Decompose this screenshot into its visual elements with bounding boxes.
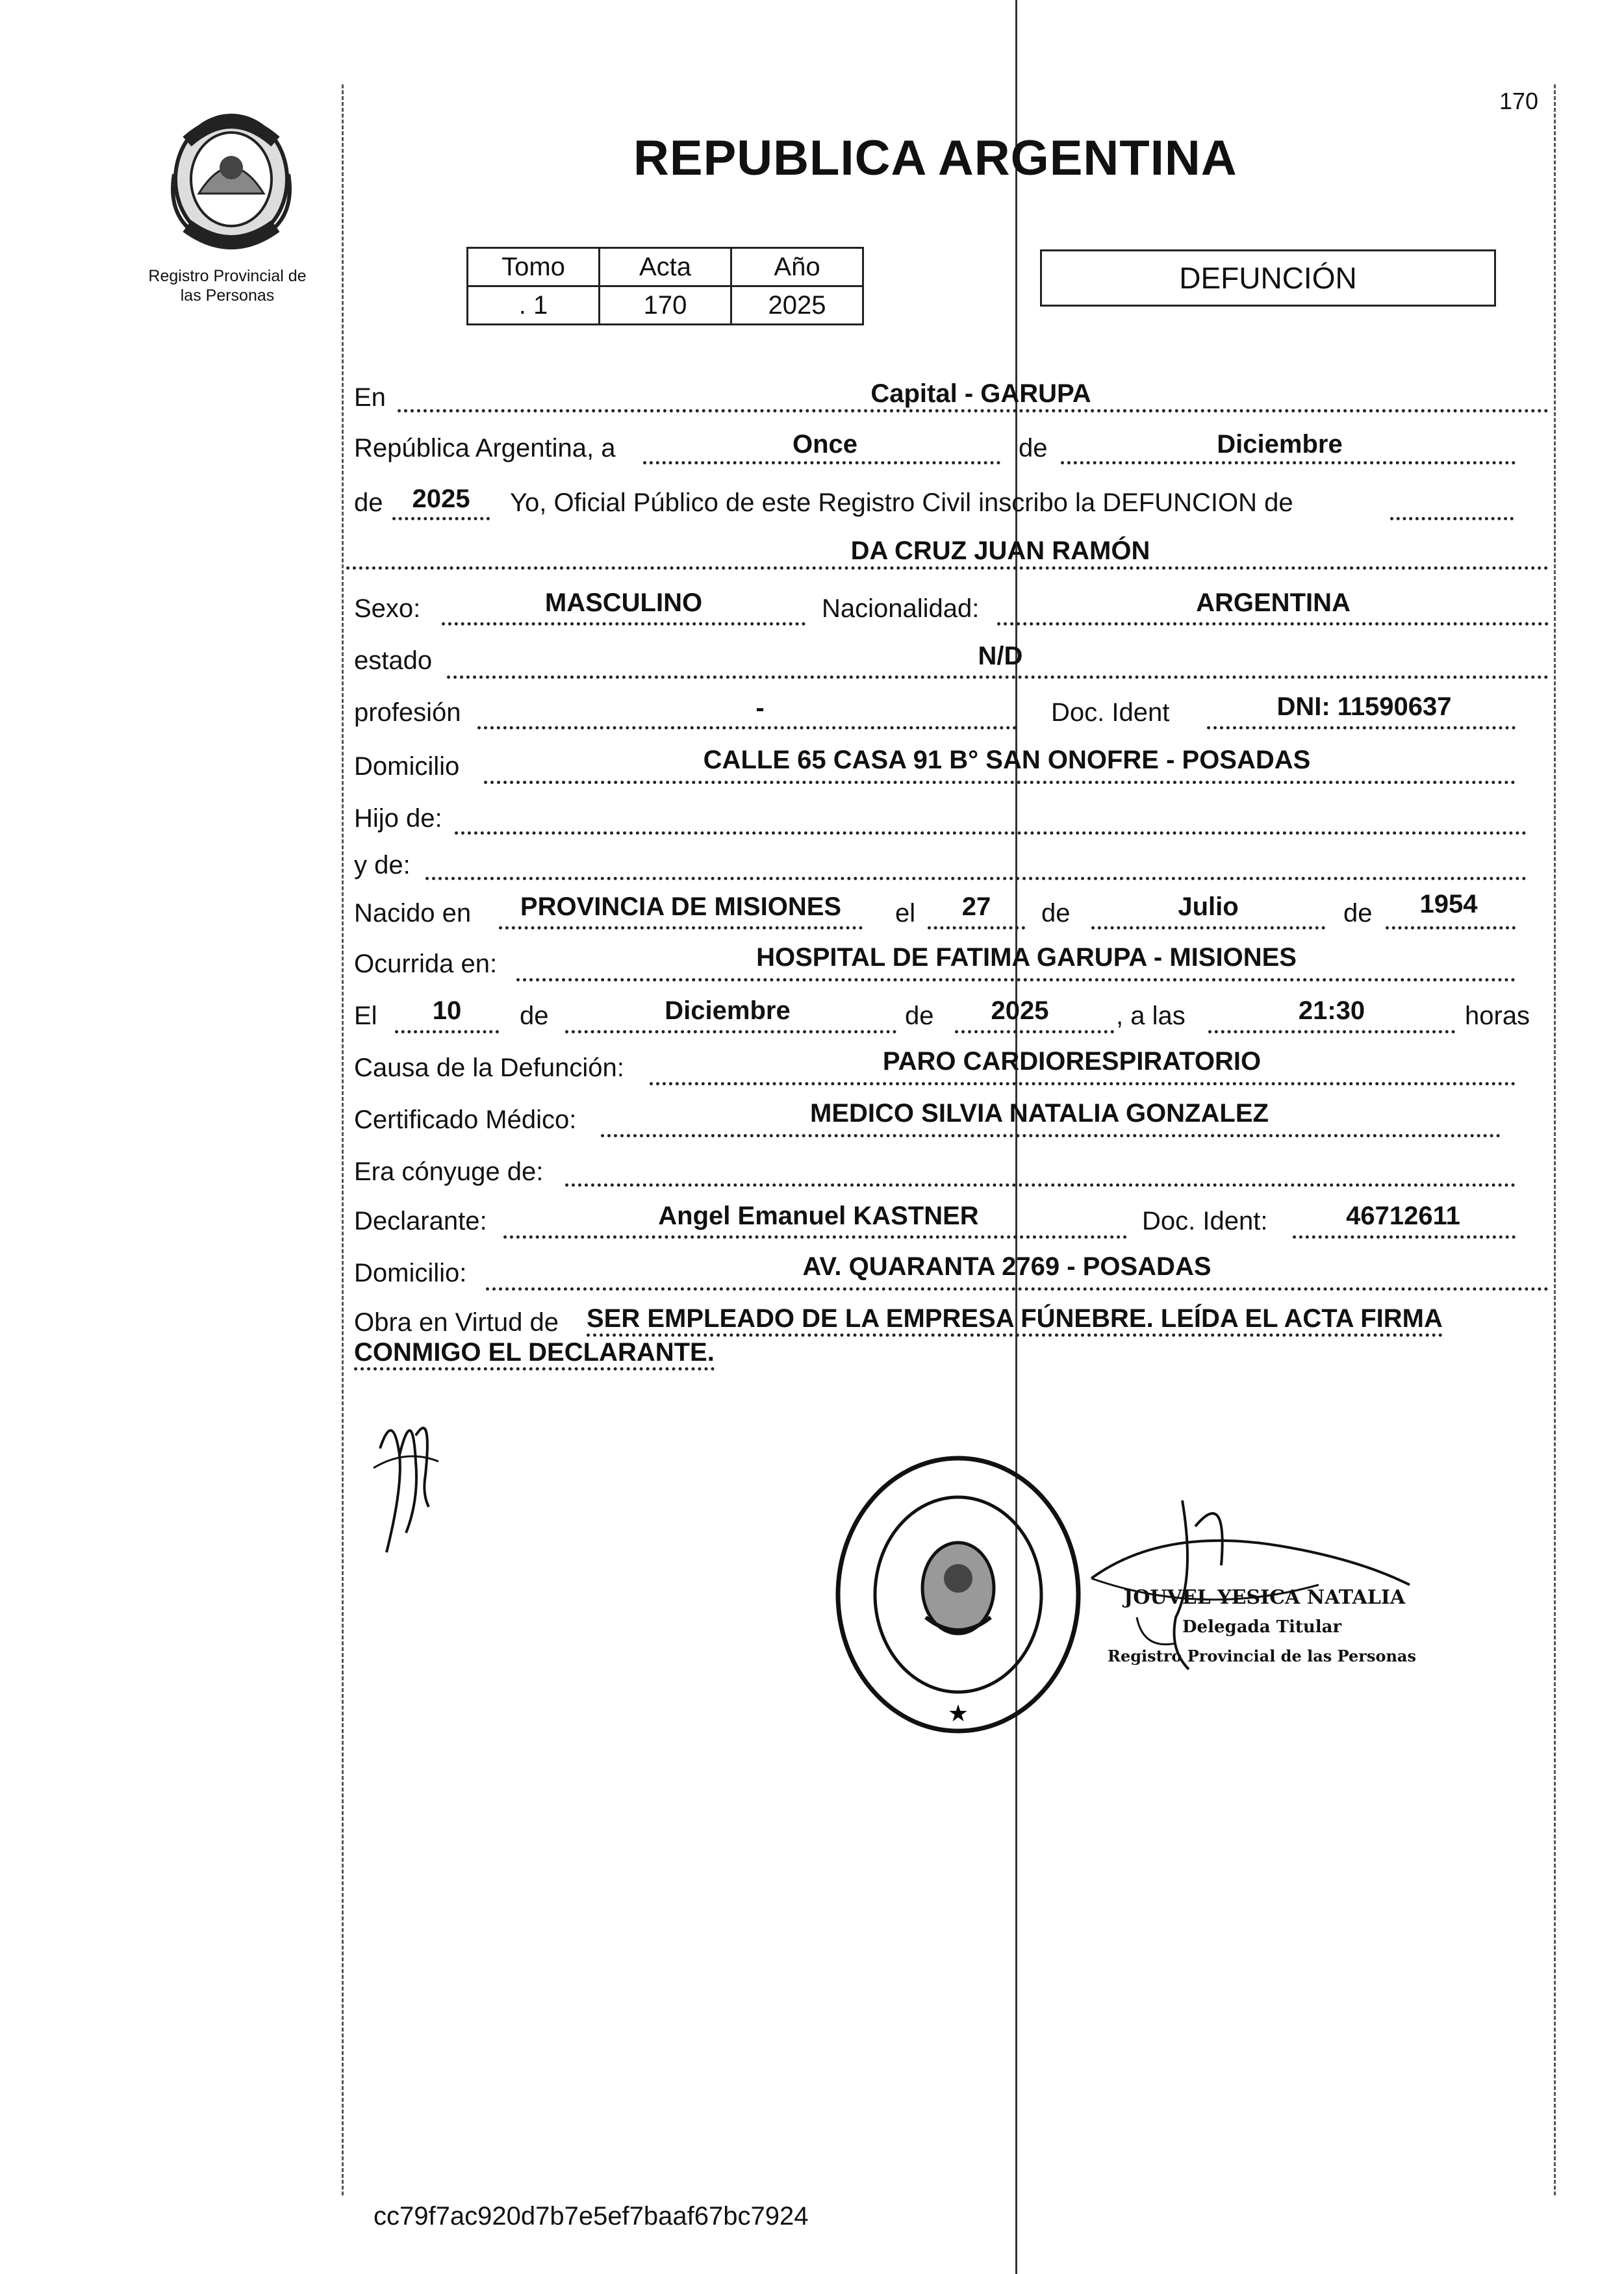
def-anio-value: 2025: [991, 996, 1049, 1025]
decl-domicilio-label: Domicilio:: [354, 1259, 467, 1287]
anio-text-value: 2025: [412, 485, 470, 513]
dotted-line: [1091, 926, 1325, 929]
dotted-line: [442, 622, 806, 625]
dotted-line: [565, 1183, 1516, 1187]
en-label: En: [354, 383, 386, 412]
nac-mes-value: Julio: [1178, 892, 1239, 921]
dotted-line: [486, 1287, 1549, 1291]
declarante-value: Angel Emanuel KASTNER: [658, 1202, 979, 1230]
decl-doc-value: 46712611: [1346, 1202, 1460, 1230]
nac-de-label: de: [1041, 899, 1071, 928]
def-de2-label: de: [905, 1002, 934, 1030]
dotted-line: [477, 726, 1017, 729]
en-value: Capital - GARUPA: [870, 379, 1091, 408]
dotted-line: [398, 409, 1549, 412]
dotted-line: [601, 1134, 1501, 1137]
nacionalidad-label: Nacionalidad:: [822, 594, 980, 623]
de2-label: de: [354, 488, 383, 517]
def-de-label: de: [520, 1002, 549, 1030]
acta-table: [466, 247, 864, 325]
declarante-label: Declarante:: [354, 1207, 487, 1235]
registry-name: Registro Provincial de las Personas: [148, 267, 307, 305]
official-role: Delegada Titular: [1182, 1617, 1342, 1637]
dotted-line: [643, 461, 1000, 464]
anio-value: 2025: [731, 286, 863, 325]
svg-text:★: ★: [947, 1700, 969, 1727]
de-label: de: [1019, 434, 1048, 462]
def-dia-value: 10: [432, 996, 462, 1025]
dotted-line: [516, 978, 1516, 981]
acta-value: 170: [600, 286, 731, 325]
doc-ident-label: Doc. Ident: [1051, 698, 1170, 727]
tomo-header: Tomo: [468, 248, 600, 286]
a-las-label: , a las: [1116, 1002, 1186, 1030]
dotted-line: [1208, 1030, 1455, 1033]
anio-header: Año: [731, 248, 863, 286]
ocurrida-value: HOSPITAL DE FATIMA GARUPA - MISIONES: [756, 943, 1297, 972]
profesion-label: profesión: [354, 698, 461, 727]
dotted-line: [455, 831, 1527, 835]
official-office: Registro Provincial de las Personas: [1108, 1647, 1416, 1665]
nacionalidad-value: ARGENTINA: [1196, 588, 1351, 617]
ocurrida-label: Ocurrida en:: [354, 950, 498, 978]
dotted-line: [955, 1030, 1114, 1033]
estado-value: N/D: [978, 642, 1023, 670]
doc-ident-value: DNI: 11590637: [1276, 692, 1452, 721]
domicilio-label: Domicilio: [354, 752, 460, 781]
dotted-line: [395, 1030, 499, 1033]
dotted-line: [499, 926, 863, 929]
dotted-line: [484, 781, 1516, 784]
official-name: JOUVEL YESICA NATALIA: [1124, 1586, 1406, 1609]
dotted-line: [1390, 517, 1514, 520]
sexo-value: MASCULINO: [544, 588, 703, 617]
y-de-label: y de:: [354, 851, 411, 879]
dotted-line: [425, 877, 1527, 880]
left-margin-line: [342, 84, 344, 2195]
sexo-label: Sexo:: [354, 594, 421, 623]
tomo-value: . 1: [468, 286, 600, 325]
acta-header: Acta: [600, 248, 731, 286]
document-type: DEFUNCIÓN: [1040, 249, 1496, 307]
causa-value: PARO CARDIORESPIRATORIO: [882, 1047, 1262, 1076]
certificado-label: Certificado Médico:: [354, 1105, 577, 1134]
inscribo-text: Yo, Oficial Público de este Registro Civil inscribo la DEFUNCION de: [510, 488, 1293, 517]
right-margin-line: [1554, 84, 1556, 2195]
nac-anio-value: 1954: [1419, 890, 1478, 918]
page-number: 170: [1499, 88, 1539, 114]
El-label: El: [354, 1002, 377, 1030]
nacido-label: Nacido en: [354, 899, 472, 928]
dotted-line: [997, 622, 1549, 625]
hijo-label: Hijo de:: [354, 804, 442, 833]
decl-doc-label: Doc. Ident:: [1142, 1207, 1268, 1235]
domicilio-value: CALLE 65 CASA 91 B° SAN ONOFRE - POSADAS: [703, 746, 1311, 774]
dotted-line: [1207, 726, 1516, 729]
republica-label: República Argentina, a: [354, 434, 616, 462]
dotted-line: [1386, 926, 1516, 929]
page-title: REPUBLICA ARGENTINA: [633, 131, 1237, 186]
mes-value: Diciembre: [1217, 430, 1343, 459]
provincial-seal-icon: [161, 103, 301, 252]
certificado-value: MEDICO SILVIA NATALIA GONZALEZ: [810, 1099, 1269, 1128]
document-hash: cc79f7ac920d7b7e5ef7baaf67bc7924: [374, 2202, 809, 2230]
dia-value: Once: [792, 430, 858, 459]
nac-dia-value: 27: [961, 892, 991, 921]
declarant-signature: [361, 1396, 445, 1559]
dotted-line: [447, 676, 1549, 679]
dotted-line: [346, 566, 1549, 570]
conyuge-label: Era cónyuge de:: [354, 1157, 544, 1186]
nac-de2-label: de: [1343, 899, 1373, 928]
dotted-line: [503, 1235, 1127, 1239]
obra-value-line2: CONMIGO EL DECLARANTE.: [354, 1338, 715, 1371]
estado-label: estado: [354, 646, 433, 675]
def-mes-value: Diciembre: [665, 996, 791, 1025]
nacido-value: PROVINCIA DE MISIONES: [520, 892, 842, 921]
causa-label: Causa de la Defunción:: [354, 1054, 624, 1082]
dotted-line: [650, 1082, 1516, 1085]
hora-value: 21:30: [1298, 996, 1365, 1025]
deceased-name: DA CRUZ JUAN RAMÓN: [850, 537, 1150, 565]
decl-domicilio-value: AV. QUARANTA 2769 - POSADAS: [802, 1252, 1212, 1281]
el-label: el: [895, 899, 916, 928]
horas-label: horas: [1465, 1002, 1530, 1030]
registry-stamp-icon: [828, 1448, 1088, 1741]
profesion-value: -: [755, 694, 765, 722]
dotted-line: [565, 1030, 896, 1033]
obra-value-line1: SER EMPLEADO DE LA EMPRESA FÚNEBRE. LEÍDA EL ACTA FIRMA: [587, 1304, 1443, 1337]
obra-label: Obra en Virtud de: [354, 1308, 559, 1337]
dotted-line: [928, 926, 1025, 929]
dotted-line: [1293, 1235, 1516, 1239]
dotted-line: [1061, 461, 1516, 464]
dotted-line: [392, 517, 490, 520]
